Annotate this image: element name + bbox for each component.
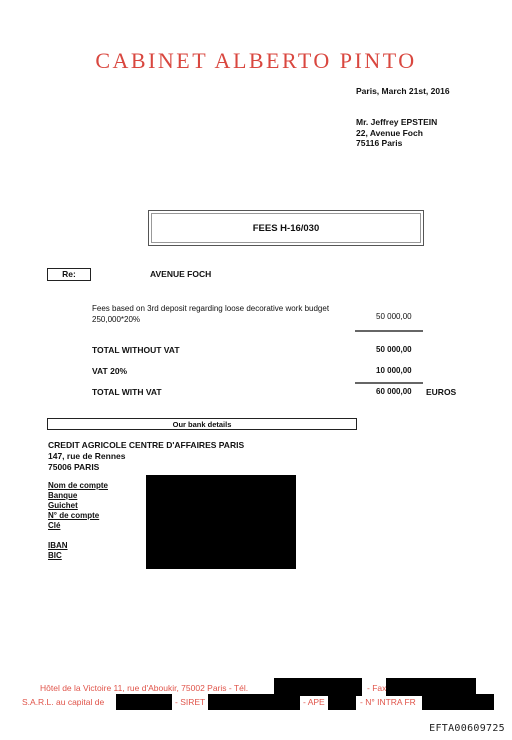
- line-item-description-1: Fees based on 3rd deposit regarding loose decorative work budget: [92, 304, 330, 313]
- subtotal-rule: [355, 330, 423, 332]
- bank-name: CREDIT AGRICOLE CENTRE D'AFFAIRES PARIS: [48, 440, 245, 450]
- field-banque: Banque: [48, 491, 78, 500]
- firm-letterhead: CABINET ALBERTO PINTO: [95, 48, 417, 73]
- field-bic: BIC: [48, 551, 62, 560]
- recipient-city: 75116 Paris: [356, 138, 403, 148]
- bank-details-redaction: [146, 475, 296, 569]
- footer-intra-redaction: [422, 694, 494, 710]
- invoice-title-box: [148, 210, 424, 246]
- vat-value: 10 000,00: [376, 366, 412, 375]
- footer-address: Hôtel de la Victoire 11, rue d'Aboukir, 75002 Paris - Tél.: [40, 683, 249, 693]
- recipient-address: [356, 117, 437, 149]
- total-without-vat-label: TOTAL WITHOUT VAT: [92, 345, 180, 355]
- bank-city: 75006 PARIS: [48, 462, 100, 472]
- bank-details-header: [47, 418, 357, 430]
- total-without-vat-value: 50 000,00: [376, 345, 412, 354]
- vat-label: VAT 20%: [92, 366, 128, 376]
- field-iban: IBAN: [48, 541, 68, 550]
- footer-ape-label: - APE: [303, 697, 325, 707]
- line-item-amount: 50 000,00: [376, 312, 412, 321]
- footer-intra-label: - N° INTRA FR: [360, 697, 416, 707]
- line-item-description: [92, 303, 329, 325]
- field-cle: Clé: [48, 521, 61, 530]
- field-guichet: Guichet: [48, 501, 78, 510]
- bank-address: [48, 440, 244, 473]
- footer-address-line: [40, 683, 248, 693]
- total-rule: [355, 382, 423, 384]
- reference-label-box: [47, 268, 91, 281]
- footer-siret-label: - SIRET: [175, 697, 206, 707]
- document-id: EFTA00609725: [429, 723, 505, 734]
- currency-label: EUROS: [426, 387, 457, 397]
- footer-fax-label: - Fax: [367, 683, 387, 693]
- bank-street: 147, rue de Rennes: [48, 451, 126, 461]
- reference-label: Re:: [62, 269, 76, 279]
- bank-details-title: Our bank details: [172, 419, 232, 429]
- field-numero-de-compte: N° de compte: [48, 511, 100, 520]
- letter-date: Paris, March 21st, 2016: [356, 86, 450, 96]
- invoice-title: FEES H-16/030: [252, 222, 320, 234]
- footer-capital-label: S.A.R.L. au capital de: [22, 697, 105, 707]
- bank-account-fields: [48, 481, 108, 561]
- recipient-name: Mr. Jeffrey EPSTEIN: [356, 117, 438, 127]
- footer-capital-redaction: [116, 694, 172, 710]
- reference-subject: AVENUE FOCH: [150, 269, 212, 279]
- total-with-vat-label: TOTAL WITH VAT: [92, 387, 162, 397]
- recipient-street: 22, Avenue Foch: [356, 127, 423, 138]
- field-nom-de-compte: Nom de compte: [48, 481, 109, 490]
- total-with-vat-value: 60 000,00: [376, 387, 412, 396]
- footer-siret-redaction: [208, 694, 300, 710]
- footer-ape-redaction: [328, 694, 356, 710]
- line-item-description-2: 250,000*20%: [92, 315, 141, 324]
